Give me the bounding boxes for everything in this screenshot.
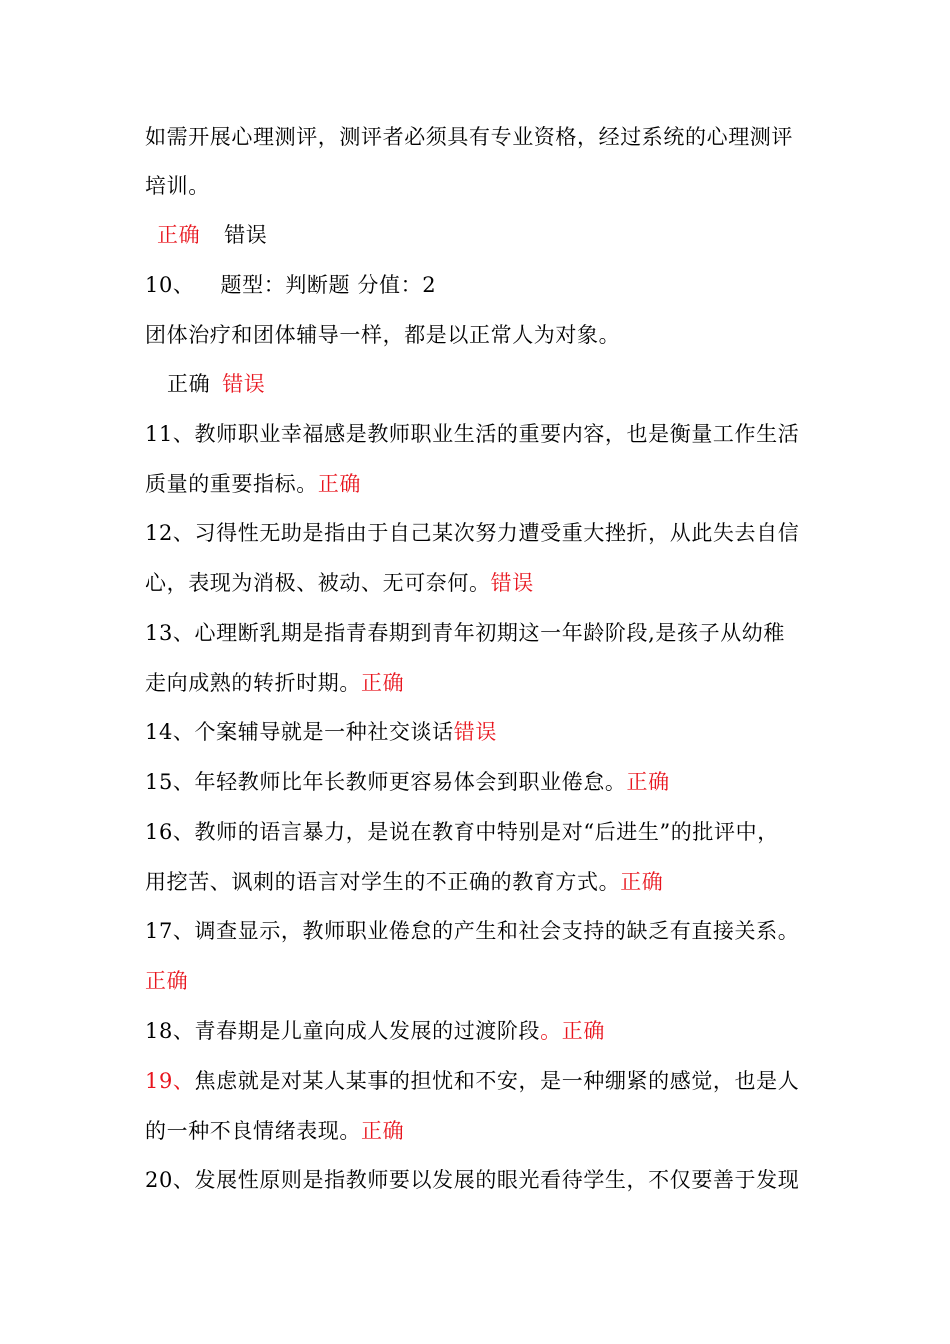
q9-option-correct: 正确 [157,223,201,247]
q18-line1 [145,1006,825,1056]
q17-answer: 正确 [145,969,189,993]
q9-text-line1: 如需开展心理测评，测评者必须具有专业资格，经过系统的心理测评 [145,125,793,149]
q12-line2 [145,558,825,608]
q11-line2-text: 质量的重要指标。 [145,472,318,496]
q17-line1: 17、调查显示，教师职业倦怠的产生和社会支持的缺乏有直接关系。 [145,919,800,943]
q14-text: 14、个案辅导就是一种社交谈话 [145,720,454,744]
q10-option-wrong: 错误 [222,372,266,396]
q11-line2 [145,459,825,509]
q14-answer: 错误 [453,720,497,744]
q9-text-line2: 培训。 [145,174,210,198]
q12-line2-text: 心，表现为消极、被动、无可奈何。 [145,571,491,595]
q19-text: 焦虑就是对某人某事的担忧和不安，是一种绷紧的感觉，也是人 [194,1069,800,1093]
q13-line2 [145,658,825,708]
q15-answer: 正确 [626,770,670,794]
q18-answer: 。正确 [540,1019,605,1043]
q11-line1: 11、教师职业幸福感是教师职业生活的重要内容，也是衡量工作生活 [145,422,800,446]
q19-line2-text: 的一种不良情绪表现。 [145,1119,361,1143]
q13-line1: 13、心理断乳期是指青春期到青年初期这一年龄阶段,是孩子从幼稚 [145,621,785,645]
q16-line2 [145,857,825,907]
q16-answer: 正确 [620,870,664,894]
q19-answer: 正确 [361,1119,405,1143]
q13-line2-text: 走向成熟的转折时期。 [145,671,361,695]
q10-option-correct: 正确 [167,372,211,396]
q19-line1 [145,1056,825,1106]
q15-text: 15、年轻教师比年长教师更容易体会到职业倦怠。 [145,770,627,794]
q20-line1: 20、发展性原则是指教师要以发展的眼光看待学生，不仅要善于发现 [145,1168,800,1192]
q18-text: 18、青春期是儿童向成人发展的过渡阶段 [145,1019,541,1043]
q10-header [145,260,825,310]
q12-line1: 12、习得性无助是指由于自己某次努力遭受重大挫折，从此失去自信 [145,521,800,545]
q9-option-wrong: 错误 [224,223,268,247]
q10-number: 10、 [145,273,195,297]
q10-meta: 题型：判断题 分值：2 [220,273,437,297]
q19-line2 [145,1106,825,1156]
q9-options [145,210,825,260]
q10-text: 团体治疗和团体辅导一样，都是以正常人为对象。 [145,323,621,347]
q11-answer: 正确 [317,472,362,496]
q14-line1 [145,707,825,757]
q19-number: 19、 [145,1069,195,1093]
q16-line2-text: 用挖苦、讽刺的语言对学生的不正确的教育方式。 [145,870,621,894]
q13-answer: 正确 [361,671,405,695]
q10-options [145,359,825,409]
q16-line1: 16、教师的语言暴力，是说在教育中特别是对“后进生”的批评中， [145,820,779,844]
q15-line1 [145,757,825,807]
q12-answer: 错误 [490,571,534,595]
